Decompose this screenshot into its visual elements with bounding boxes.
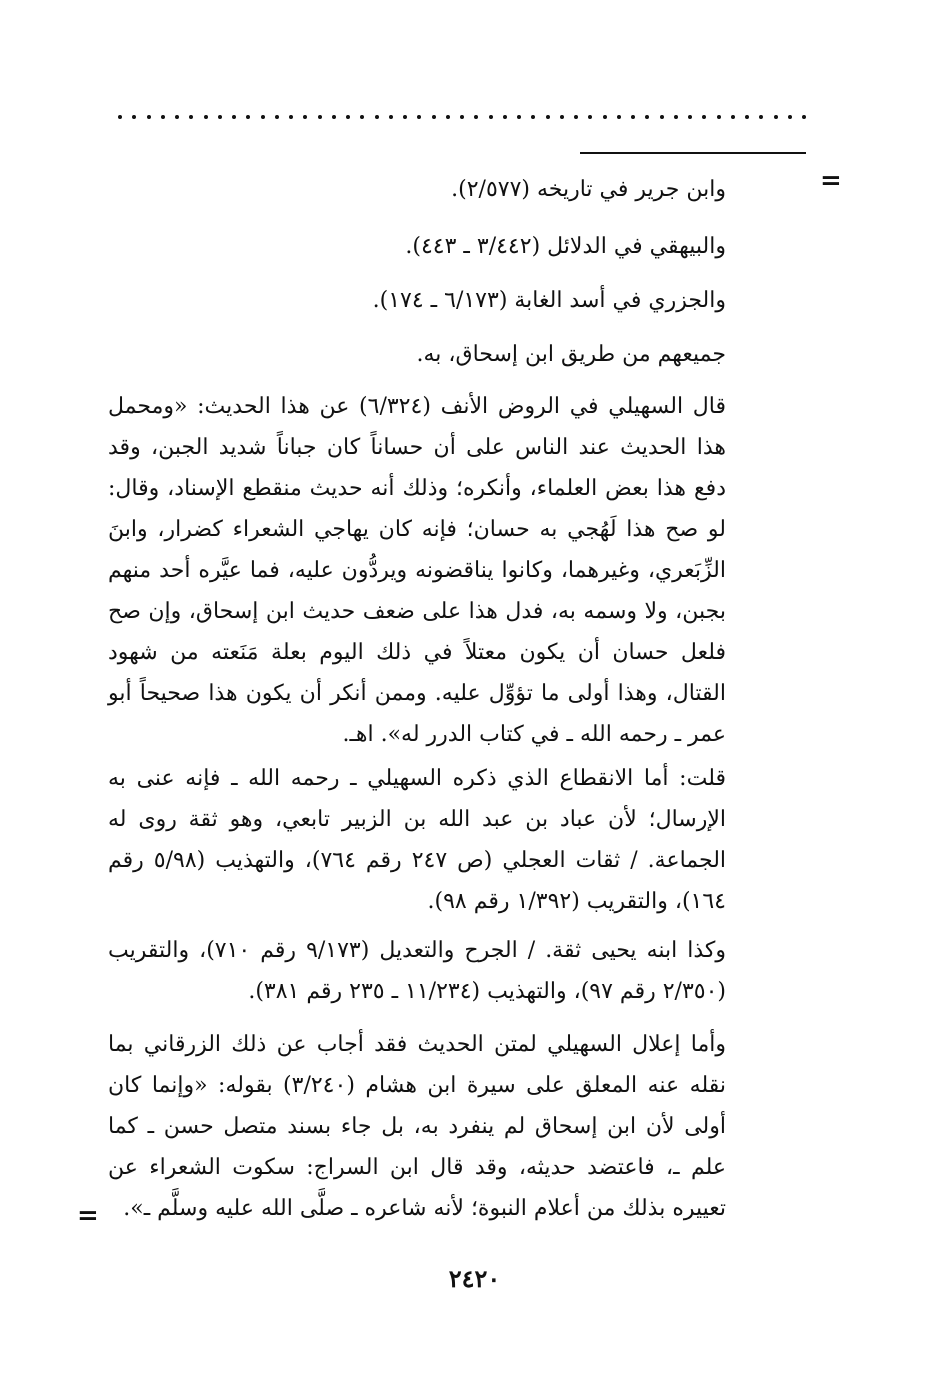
citation-line-2: والبيهقي في الدلائل (٣/٤٤٢ ـ ٤٤٣). [405,234,726,259]
paragraph-text: وكذا ابنه يحيى ثقة. / الجرح والتعديل (٩/١٧٣ رقم ٧١٠)، والتقريب (٢/٣٥٠ رقم ٩٧)، والتهذيب (١١/٢٣٤ ـ ٢٣٥ رقم ٣٨١). [108,938,727,1004]
paragraph-zurqani-answer [108,1024,726,1229]
paragraph-yahya-thiqa [108,930,726,1012]
citation-line-3: والجزري في أسد الغابة (٦/١٧٣ ـ ١٧٤). [372,288,726,313]
paragraph-text: قلت: أما الانقطاع الذي ذكره السهيلي ـ رحمه الله ـ فإنه عنى به الإرسال؛ لأن عباد بن عبد الله بن الزبير تابعي، وهو ثقة روى له الجماعة. / ثقات العجلي (ص ٢٤٧ رقم ٧٦٤)، والتهذيب (٥/٩٨ رقم ١٦٤)، والتقريب (١/٣٩٢ رقم ٩٨). [108,766,727,914]
page-number: ٢٤٢٠ [448,1264,501,1293]
paragraph-text: وأما إعلال السهيلي لمتن الحديث فقد أجاب عن ذلك الزرقاني بما نقله عنه المعلق على سيرة ابن هشام (٣/٢٤٠) بقوله: «وإنما كان أولى لأن ابن إسحاق لم ينفرد به، بل جاء بسند متصل حسن ـ كما علم ـ، فاعتضد حديثه، وقد قال ابن السراج: سكوت الشعراء عن تعييره بذلك من أعلام النبوة؛ لأنه شاعره ـ صلَّى الله عليه وسلَّم ـ». [108,1032,726,1221]
dotted-separator [118,112,806,122]
paragraph-text: قال السهيلي في الروض الأنف (٦/٣٢٤) عن هذا الحديث: «ومحمل هذا الحديث عند الناس على أن حساناً كان جباناً شديد الجبن، وقد دفع هذا بعض العلماء، وأنكره؛ وذلك أنه حديث منقطع الإسناد، وقال: لو صح هذا لَهُجي به حسان؛ فإنه كان يهاجي الشعراء كضرار، وابنَ الزِّبَعري، وغيرهما، وكانوا يناقضونه ويردُّون عليه، فما عيَّره أحد منهم بجبن، ولا وسمه به، فدل هذا على ضعف حديث ابن إسحاق، وإن صح فلعل حسان أن يكون معتلاً في ذلك اليوم بعلة مَنَعته من شهود القتال، وهذا أولى ما تؤوِّل عليه. وممن أنكر أن يكون هذا صحيحاً أبو عمر ـ رحمه الله ـ في كتاب الدرر له». اهـ. [108,394,726,747]
continuation-marker-bottom: = [77,1201,99,1231]
continuation-marker-top: = [820,166,842,196]
paragraph-commentary-inqita [108,758,726,922]
paragraph-suhayli-quote [108,386,726,755]
citation-line-4: جميعهم من طريق ابن إسحاق، به. [416,342,726,367]
citation-line-1: وابن جرير في تاريخه (٢/٥٧٧). [451,177,726,202]
footnote-rule [580,152,806,154]
